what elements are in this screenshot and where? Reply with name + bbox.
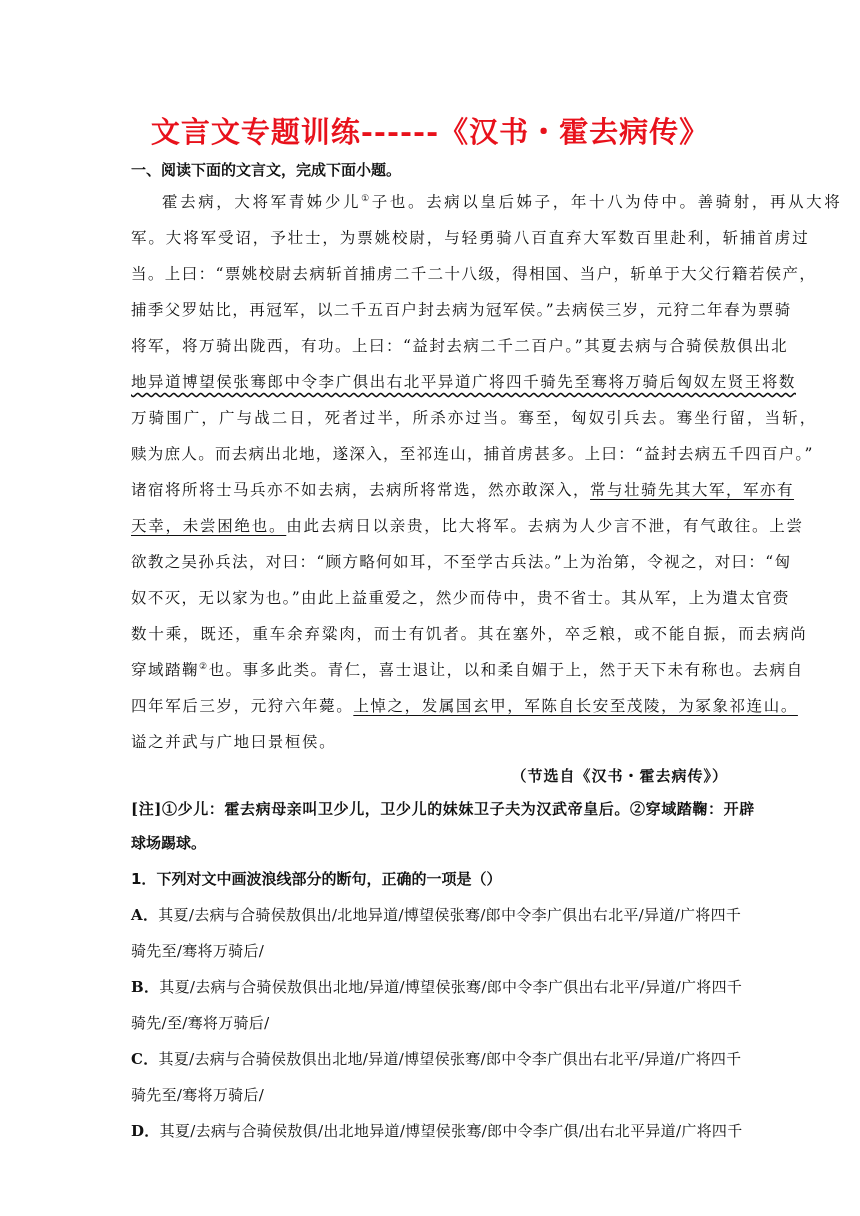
option-d: D．其夏/去病与合骑侯敖俱/出北地异道/博望侯张骞/郎中令李广俱/出右北平异道/广将四千 bbox=[131, 1122, 743, 1140]
option-a: A．其夏/去病与合骑侯敖俱出/北地异道/博望侯张骞/郎中令李广俱出右北平/异道/广将四千 bbox=[131, 906, 742, 924]
passage-line: 奴不灭，无以家为也。”由此上益重爱之，然少而侍中，贵不省士。其从军，上为遣太官赍 bbox=[131, 589, 790, 607]
option-a-continued: 骑先至/骞将万骑后/ bbox=[131, 942, 265, 960]
passage-line: 天幸，未尝困绝也。由此去病日以亲贵，比大将军。去病为人少言不泄，有气敢往。上尝 bbox=[131, 517, 804, 535]
passage-line: 当。上曰：“票姚校尉去病斩首捕虏二千二十八级，得相国、当户，斩单于大父行籍若侯产， bbox=[131, 265, 817, 283]
passage-line: 数十乘，既还，重车余弃粱肉，而士有饥者。其在塞外，卒乏粮，或不能自振，而去病尚 bbox=[131, 625, 808, 643]
section-heading: 一、阅读下面的文言文，完成下面小题。 bbox=[131, 161, 402, 179]
option-c-continued: 骑先至/骞将万骑后/ bbox=[131, 1086, 265, 1104]
underlined-sentence: 天幸，未尝困绝也。 bbox=[131, 517, 287, 535]
passage-line: 军。大将军受诏，予壮士，为票姚校尉，与轻勇骑八百直弃大军数百里赴利，斩捕首虏过 bbox=[131, 229, 810, 247]
underlined-sentence: 常与壮骑先其大军，军亦有 bbox=[590, 481, 795, 499]
passage-line: 霍去病，大将军青姊少儿①子也。去病以皇后姊子，年十八为侍中。善骑射，再从大将 bbox=[162, 193, 843, 211]
wavy-underlined-passage-line: 地异道博望侯张骞郎中令李广俱出右北平异道广将四千骑先至骞将万骑后匈奴左贤王将数 bbox=[131, 373, 796, 391]
passage-line: 欲教之吴孙兵法，对曰：“顾方略何如耳，不至学古兵法。”上为治第，令视之，对曰：“匈 bbox=[131, 553, 792, 571]
passage-line: 赎为庶人。而去病出北地，遂深入，至祁连山，捕首虏甚多。上曰：“益封去病五千四百户。” bbox=[131, 445, 814, 463]
passage-line: 万骑围广，广与战二日，死者过半，所杀亦过当。骞至，匈奴引兵去。骞坐行留，当斩， bbox=[131, 409, 818, 427]
passage-line: 四年军后三岁，元狩六年薨。上悼之，发属国玄甲，军陈自长安至茂陵，为冢象祁连山。 bbox=[131, 697, 798, 715]
passage-line: 谥之并武与广地曰景桓侯。 bbox=[131, 733, 337, 751]
passage-line: 将军，将万骑出陇西，有功。上曰：“益封去病二千二百户。”其夏去病与合骑侯敖俱出北 bbox=[131, 337, 789, 355]
footnote-mark: ① bbox=[361, 193, 372, 204]
note-line: 球场踢球。 bbox=[131, 834, 207, 852]
passage-line: 穿域踏鞠②也。事多此类。青仁，喜士退让，以和柔自媚于上，然于天下未有称也。去病自 bbox=[131, 661, 804, 679]
passage-line: 诸宿将所将士马兵亦不如去病，去病所将常选，然亦敢深入，常与壮骑先其大军，军亦有 bbox=[131, 481, 795, 499]
option-b: B．其夏/去病与合骑侯敖俱出北地/异道/博望侯张骞/郎中令李广俱出右北平/异道/广将四千 bbox=[131, 978, 743, 996]
footnote-mark: ② bbox=[199, 661, 209, 672]
option-b-continued: 骑先/至/骞将万骑后/ bbox=[131, 1014, 270, 1032]
passage-line: 捕季父罗姑比，再冠军，以二千五百户封去病为冠军侯。”去病侯三岁，元狩二年春为票骑 bbox=[131, 301, 792, 319]
note-line: [注]①少儿：霍去病母亲叫卫少儿，卫少儿的妹妹卫子夫为汉武帝皇后。②穿域踏鞠：开辟 bbox=[131, 800, 755, 818]
underlined-sentence: 上悼之，发属国玄甲，军陈自长安至茂陵，为冢象祁连山。 bbox=[353, 697, 798, 715]
question-1: 1．下列对文中画波浪线部分的断句，正确的一项是（） bbox=[131, 870, 502, 888]
document-title: 文言文专题训练------《汉书・霍去病传》 bbox=[150, 115, 710, 149]
option-c: C．其夏/去病与合骑侯敖俱出北地/异道/博望侯张骞/郎中令李广俱出右北平/异道/广将四千 bbox=[131, 1050, 742, 1068]
source-citation: （节选自《汉书・霍去病传》） bbox=[511, 767, 728, 785]
